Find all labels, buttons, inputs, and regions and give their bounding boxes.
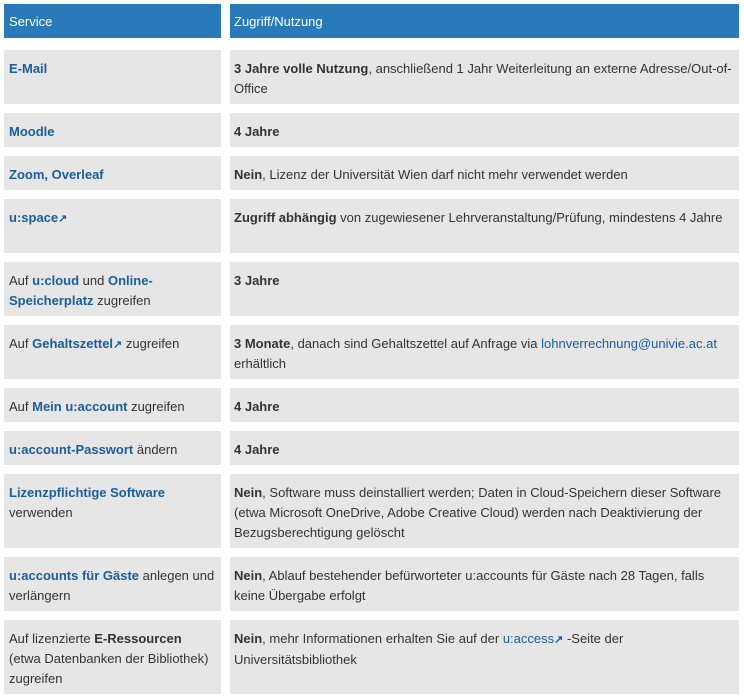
table-row [0,199,744,253]
uspace-link[interactable]: u:space [9,210,59,225]
service-text: Auf lizenzierte [9,631,95,646]
access-text: , anschließend 1 Jahr Weiterleitung an externe Adresse/Out-of-Office [234,61,732,96]
service-text: anlegen und verlängern [9,568,215,603]
table-row [0,50,744,104]
online-speicherplatz-link[interactable]: Online-Speicherplatz [9,273,153,308]
uaccounts-gaeste-link[interactable]: u:accounts für Gäste [9,568,140,583]
uaccount-passwort-link[interactable]: u:account-Passwort [9,442,134,457]
table-row [0,325,744,379]
service-text: (etwa Datenbanken der Bibliothek) zugreifen [9,651,209,686]
service-text: zugreifen [127,399,185,414]
access-bold: Nein [234,167,263,182]
table-row [0,620,744,694]
access-bold: 4 Jahre [234,124,280,139]
table-row [0,156,744,190]
access-text: , Ablauf bestehender befürworteter u:accounts für Gäste nach 28 Tagen, falls keine Übergabe erfolgt [234,568,705,603]
access-bold: 4 Jahre [234,399,280,414]
header-access: Zugriff/Nutzung [230,4,739,38]
table-row [0,262,744,316]
service-text: Auf [9,336,33,351]
external-link-icon: ↗ [554,634,564,646]
lohnverrechnung-email-link[interactable]: lohnverrechnung@univie.ac.at [541,336,717,351]
access-text: , Lizenz der Universität Wien darf nicht mehr verwendet werden [262,167,628,182]
access-bold: Nein [234,485,263,500]
table-header [0,4,744,38]
services-table [0,4,744,694]
table-row [0,557,744,611]
access-text: , danach sind Gehaltszettel auf Anfrage via [290,336,542,351]
ucloud-link[interactable]: u:cloud [32,273,80,288]
external-link-icon: ↗ [113,339,123,351]
access-text: erhältlich [234,356,287,371]
service-text: Auf [9,399,33,414]
service-text: zugreifen [93,293,151,308]
service-text: zugreifen [122,336,180,351]
service-text: Auf [9,273,33,288]
email-link[interactable]: E-Mail [9,61,48,76]
service-text: verwenden [9,505,73,520]
lizenzpflichtige-software-link[interactable]: Lizenzpflichtige Software [9,485,166,500]
access-bold: 3 Jahre [234,273,280,288]
mein-uaccount-link[interactable]: Mein u:account [32,399,128,414]
zoom-overleaf-link[interactable]: Zoom, Overleaf [9,167,104,182]
access-text: -Seite der Universitätsbibliothek [234,631,624,667]
service-text: und [79,273,108,288]
access-text: von zugewiesener Lehrveranstaltung/Prüfung, mindestens 4 Jahre [336,210,723,225]
access-bold: 4 Jahre [234,442,280,457]
uaccess-link[interactable]: u:access [502,631,555,646]
table-row [0,474,744,548]
table-row [0,113,744,147]
access-bold: Nein [234,568,263,583]
table-row [0,388,744,422]
external-link-icon: ↗ [58,213,68,225]
e-ressourcen-label: E-Ressourcen [94,631,182,646]
access-bold: 3 Jahre volle Nutzung [234,61,369,76]
access-bold: Zugriff abhängig [234,210,337,225]
access-bold: Nein [234,631,263,646]
access-text: , Software muss deinstalliert werden; Daten in Cloud-Speichern dieser Software (etwa Microsoft OneDrive, Adobe Creative Cloud) werden nach Deaktivierung der Bezugsberechtigung gelöscht [234,485,722,540]
moodle-link[interactable]: Moodle [9,124,55,139]
service-text: ändern [133,442,178,457]
access-bold: 3 Monate [234,336,291,351]
table-row [0,431,744,465]
access-text: , mehr Informationen erhalten Sie auf der [262,631,503,646]
gehaltszettel-link[interactable]: Gehaltszettel [32,336,114,351]
header-service: Service [4,4,221,38]
